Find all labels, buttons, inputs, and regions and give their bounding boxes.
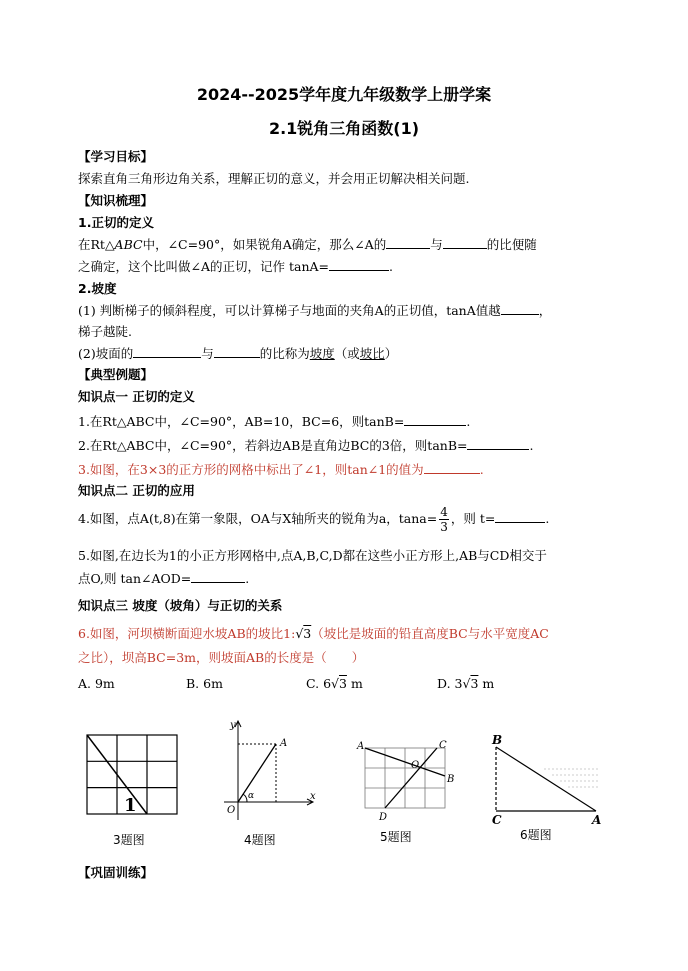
blank[interactable] <box>443 237 487 249</box>
question-5-line1: 5.如图,在边长为1的小正方形网格中,点A,B,C,D都在这些小正方形上,AB与CD相交于 <box>78 548 547 563</box>
slope-p1-line1: (1) 判断梯子的倾斜程度，可以计算梯子与地面的夹角A的正切值，tanA值越 ， <box>78 303 552 318</box>
point-d-label: D <box>379 812 388 823</box>
point-b-label: B <box>447 774 455 785</box>
alpha-label: α <box>248 791 255 801</box>
question-2: 2.在Rt△ABC中，∠C=90°，若斜边AB是直角边BC的3倍，则tanB= . <box>78 438 534 453</box>
knowledge-point-3: 知识点三 坡度（坡角）与正切的关系 <box>78 598 283 613</box>
blank[interactable] <box>404 414 466 426</box>
practice-heading: 【巩固训练】 <box>78 865 154 880</box>
figure-5-grid <box>355 738 455 830</box>
slope-title: 2.坡度 <box>78 281 117 296</box>
point-c-label: C <box>492 813 502 825</box>
blank[interactable] <box>386 237 430 249</box>
lesson-title: 2.1锐角三角函数(1) <box>268 119 420 138</box>
blank[interactable] <box>495 511 545 523</box>
blank[interactable] <box>214 346 260 358</box>
point-c-label: C <box>439 740 447 751</box>
point-b-label: B <box>492 733 503 747</box>
tangent-definition-line1: 在Rt△ABC中，∠C=90°，如果锐角A确定，那么∠A的 与 的比便随 <box>78 237 537 252</box>
x-axis-label: x <box>310 791 316 802</box>
option-c[interactable]: C. 6√3 m <box>306 676 363 691</box>
review-heading: 【知识梳理】 <box>78 193 154 208</box>
option-a[interactable]: A. 9m <box>78 676 115 691</box>
page-title: 2024--2025学年度九年级数学上册学案 <box>196 85 492 104</box>
blank[interactable] <box>501 303 539 315</box>
tangent-definition-title: 1.正切的定义 <box>78 215 154 230</box>
figure-5-caption: 5题图 <box>380 830 412 844</box>
slope-p1-line2: 梯子越陡. <box>78 324 132 339</box>
question-5-line2: 点O,则 tan∠AOD= . <box>78 571 250 586</box>
question-6-line1: 6.如图，河坝横断面迎水坡AB的坡比1:√3（坡比是坡面的铅直高度BC与水平宽度AC <box>78 626 549 641</box>
examples-heading: 【典型例题】 <box>78 367 154 382</box>
point-o-label: O <box>411 760 420 771</box>
figure-3-grid <box>86 734 182 818</box>
figure-4-caption: 4题图 <box>244 833 276 847</box>
question-1: 1.在Rt△ABC中，∠C=90°，AB=10，BC=6，则tanB= . <box>78 414 471 429</box>
blank[interactable] <box>467 438 529 450</box>
question-3: 3.如图，在3×3的正方形的网格中标出了∠1，则tan∠1的值为 . <box>78 462 484 477</box>
origin-label: O <box>227 805 236 816</box>
figure-4-axes <box>214 716 318 822</box>
option-d[interactable]: D. 3√3 m <box>437 676 495 691</box>
objectives-heading: 【学习目标】 <box>78 149 154 164</box>
fraction: $\frac{4}{3}$ <box>440 505 448 534</box>
objectives-text: 探索直角三角形边角关系，理解正切的意义，并会用正切解决相关问题. <box>78 171 470 186</box>
point-a-label: A <box>357 741 365 752</box>
blank[interactable] <box>191 571 245 583</box>
knowledge-point-2: 知识点二 正切的应用 <box>78 483 195 498</box>
point-a-label: A <box>592 813 602 825</box>
figure-3-caption: 3题图 <box>113 833 145 847</box>
blank[interactable] <box>133 346 201 358</box>
y-axis-label: y <box>230 720 236 731</box>
blank[interactable] <box>424 462 480 474</box>
option-b[interactable]: B. 6m <box>186 676 223 691</box>
tangent-definition-line2: 之确定，这个比叫做∠A的正切，记作 tanA= . <box>78 259 393 274</box>
figure-6-dam <box>486 731 604 825</box>
figure-6-caption: 6题图 <box>520 828 552 842</box>
knowledge-point-1: 知识点一 正切的定义 <box>78 389 195 404</box>
question-4: 4.如图，点A(t,8)在第一象限，OA与X轴所夹的锐角为a，tana= $\frac{4}{3}$ ，则 t= . <box>78 505 550 534</box>
angle-1-label: 1 <box>124 795 137 816</box>
slope-p2: (2)坡面的 与 的比称为坡度（或坡比） <box>78 346 398 361</box>
blank[interactable] <box>329 259 389 271</box>
question-6-line2: 之比），坝高BC=3m，则坡面AB的长度是（ ） <box>78 650 365 665</box>
point-a-label: A <box>280 738 288 749</box>
